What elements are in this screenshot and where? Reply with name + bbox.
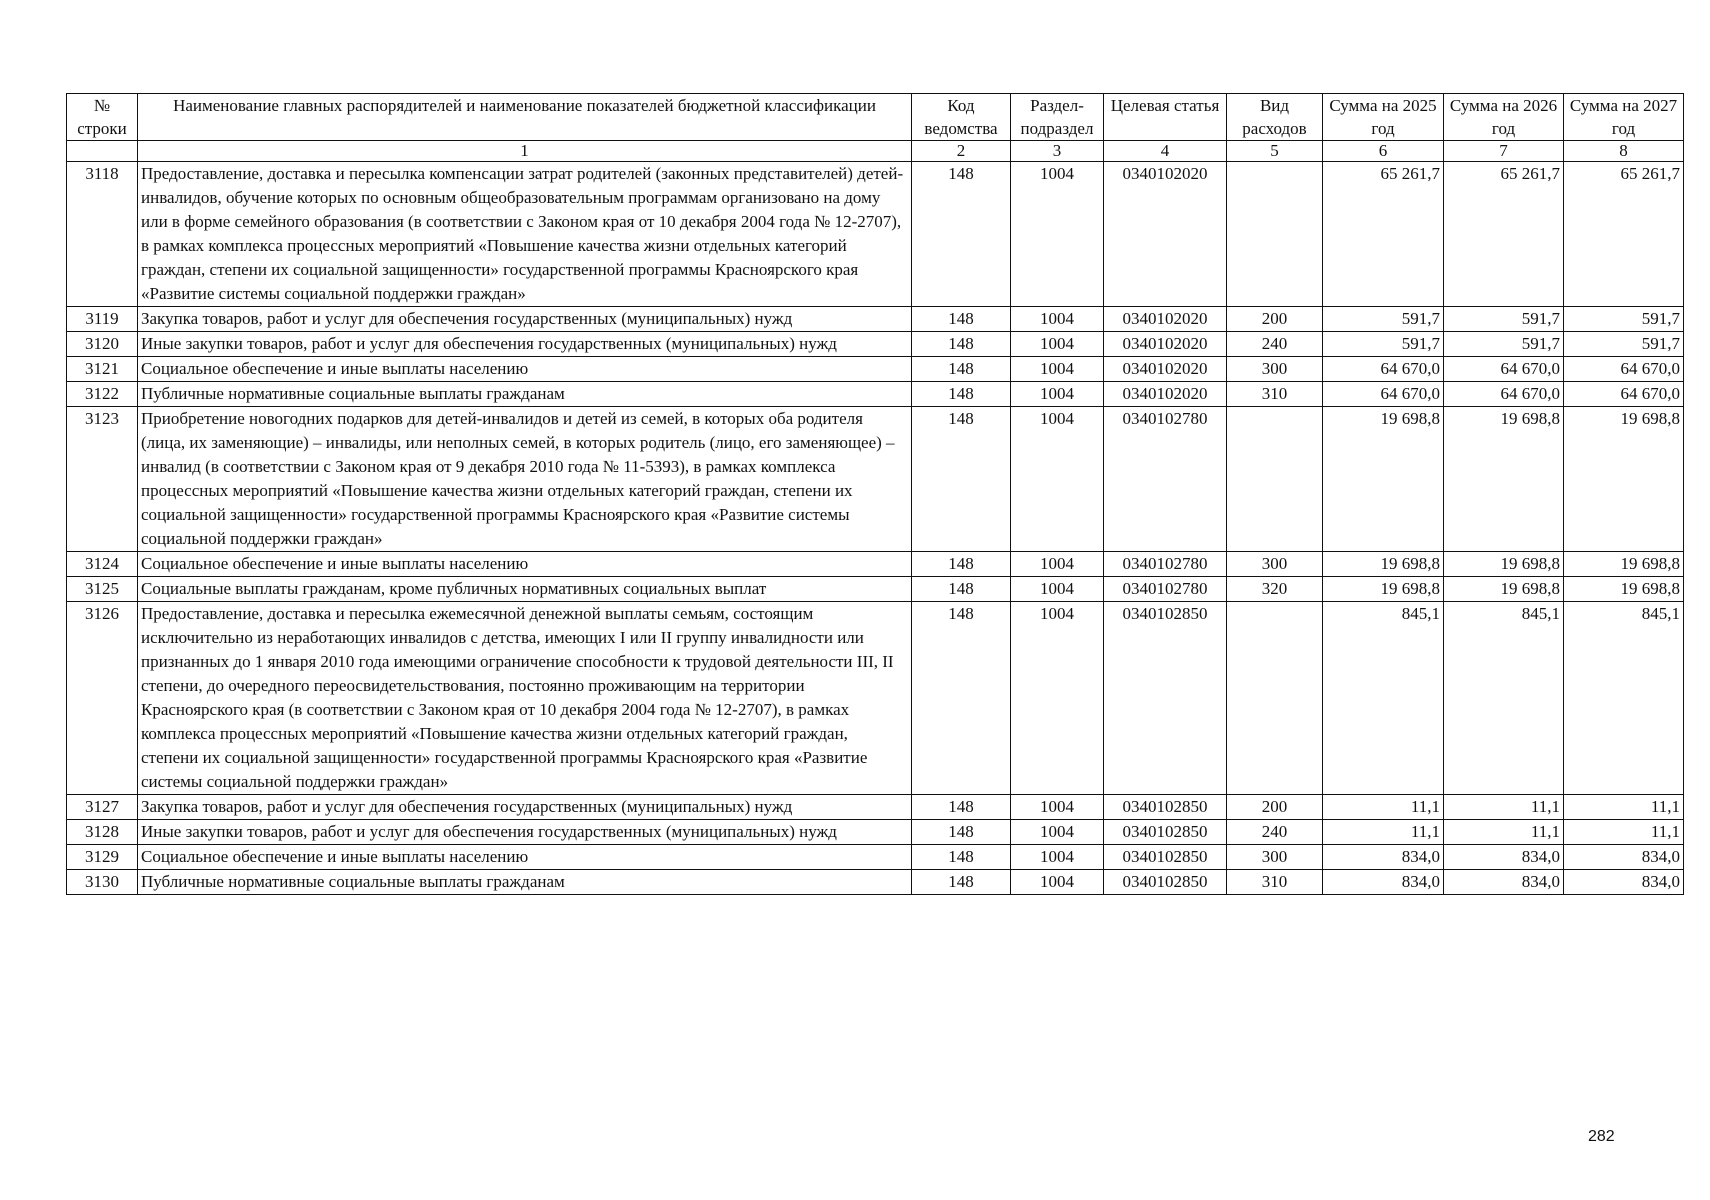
row-name: Социальные выплаты гражданам, кроме публичных нормативных социальных выплат xyxy=(138,577,912,602)
sum-2027: 591,7 xyxy=(1564,307,1684,332)
row-name: Предоставление, доставка и пересылка ежемесячной денежной выплаты семьям, состоящим исключительно из неработающих инвалидов с детства, имеющих I или II группу инвалидности или признанных до 1 января 2010 года имеющими ограничение способности к трудовой деятельности III, II степени, до очередного переосвидетельствования, постоянно проживающим на территории Красноярского края (в соответствии с Законом края от 10 декабря 2004 года № 12-2707), в рамках комплекса процессных мероприятий «Повышение качества жизни отдельных категорий граждан, степени их социальной защищенности» государственной программы Красноярского края «Развитие системы социальной поддержки граждан» xyxy=(138,602,912,795)
header-sum-2026: Сумма на 2026 год xyxy=(1444,94,1564,141)
sum-2025: 64 670,0 xyxy=(1323,382,1444,407)
target-article: 0340102850 xyxy=(1104,602,1227,795)
column-number-row xyxy=(67,141,1684,162)
row-number: 3118 xyxy=(67,162,138,307)
sum-2027: 11,1 xyxy=(1564,795,1684,820)
section-code: 1004 xyxy=(1011,795,1104,820)
table-row xyxy=(67,820,1684,845)
section-code: 1004 xyxy=(1011,577,1104,602)
department-code: 148 xyxy=(912,870,1011,895)
expense-type: 200 xyxy=(1227,307,1323,332)
sum-2026: 11,1 xyxy=(1444,820,1564,845)
row-name: Социальное обеспечение и иные выплаты населению xyxy=(138,552,912,577)
sum-2026: 834,0 xyxy=(1444,870,1564,895)
expense-type: 320 xyxy=(1227,577,1323,602)
column-number-8: 8 xyxy=(1564,141,1684,162)
table-row xyxy=(67,357,1684,382)
sum-2025: 591,7 xyxy=(1323,307,1444,332)
sum-2026: 19 698,8 xyxy=(1444,407,1564,552)
sum-2026: 64 670,0 xyxy=(1444,357,1564,382)
target-article: 0340102020 xyxy=(1104,162,1227,307)
department-code: 148 xyxy=(912,845,1011,870)
section-code: 1004 xyxy=(1011,552,1104,577)
section-code: 1004 xyxy=(1011,845,1104,870)
expense-type xyxy=(1227,407,1323,552)
sum-2025: 64 670,0 xyxy=(1323,357,1444,382)
row-number: 3130 xyxy=(67,870,138,895)
sum-2026: 65 261,7 xyxy=(1444,162,1564,307)
target-article: 0340102020 xyxy=(1104,332,1227,357)
section-code: 1004 xyxy=(1011,820,1104,845)
column-number-2: 2 xyxy=(912,141,1011,162)
sum-2026: 834,0 xyxy=(1444,845,1564,870)
section-code: 1004 xyxy=(1011,870,1104,895)
header-target-article: Целевая статья xyxy=(1104,94,1227,141)
department-code: 148 xyxy=(912,407,1011,552)
header-sum-2025: Сумма на 2025 год xyxy=(1323,94,1444,141)
expense-type: 200 xyxy=(1227,795,1323,820)
department-code: 148 xyxy=(912,382,1011,407)
row-number: 3128 xyxy=(67,820,138,845)
sum-2025: 591,7 xyxy=(1323,332,1444,357)
table-row xyxy=(67,845,1684,870)
row-number: 3126 xyxy=(67,602,138,795)
target-article: 0340102850 xyxy=(1104,845,1227,870)
expense-type: 240 xyxy=(1227,820,1323,845)
department-code: 148 xyxy=(912,332,1011,357)
column-number-6: 6 xyxy=(1323,141,1444,162)
section-code: 1004 xyxy=(1011,162,1104,307)
sum-2025: 65 261,7 xyxy=(1323,162,1444,307)
row-name: Иные закупки товаров, работ и услуг для обеспечения государственных (муниципальных) нужд xyxy=(138,820,912,845)
table-row xyxy=(67,407,1684,552)
sum-2027: 11,1 xyxy=(1564,820,1684,845)
department-code: 148 xyxy=(912,577,1011,602)
column-number-3: 3 xyxy=(1011,141,1104,162)
header-department-code: Код ведомства xyxy=(912,94,1011,141)
section-code: 1004 xyxy=(1011,307,1104,332)
sum-2027: 845,1 xyxy=(1564,602,1684,795)
row-number: 3129 xyxy=(67,845,138,870)
expense-type: 300 xyxy=(1227,357,1323,382)
department-code: 148 xyxy=(912,357,1011,382)
row-number: 3123 xyxy=(67,407,138,552)
expense-type: 310 xyxy=(1227,870,1323,895)
sum-2026: 845,1 xyxy=(1444,602,1564,795)
sum-2026: 19 698,8 xyxy=(1444,577,1564,602)
sum-2026: 19 698,8 xyxy=(1444,552,1564,577)
sum-2026: 11,1 xyxy=(1444,795,1564,820)
sum-2027: 65 261,7 xyxy=(1564,162,1684,307)
expense-type: 310 xyxy=(1227,382,1323,407)
sum-2027: 19 698,8 xyxy=(1564,552,1684,577)
target-article: 0340102850 xyxy=(1104,870,1227,895)
column-number-5: 5 xyxy=(1227,141,1323,162)
header-expense-type: Вид расходов xyxy=(1227,94,1323,141)
target-article: 0340102850 xyxy=(1104,795,1227,820)
row-number: 3127 xyxy=(67,795,138,820)
department-code: 148 xyxy=(912,162,1011,307)
sum-2027: 19 698,8 xyxy=(1564,577,1684,602)
row-name: Предоставление, доставка и пересылка компенсации затрат родителей (законных представителей) детей-инвалидов, обучение которых по основным общеобразовательным программам организовано на дому или в форме семейного образования (в соответствии с Законом края от 10 декабря 2004 года № 12-2707), в рамках комплекса процессных мероприятий «Повышение качества жизни отдельных категорий граждан, степени их социальной защищенности» государственной программы Красноярского края «Развитие системы социальной поддержки граждан» xyxy=(138,162,912,307)
sum-2025: 11,1 xyxy=(1323,820,1444,845)
page-number: 282 xyxy=(1588,1128,1615,1145)
expense-type xyxy=(1227,162,1323,307)
target-article: 0340102780 xyxy=(1104,407,1227,552)
row-number: 3121 xyxy=(67,357,138,382)
department-code: 148 xyxy=(912,307,1011,332)
row-number: 3119 xyxy=(67,307,138,332)
section-code: 1004 xyxy=(1011,602,1104,795)
header-row-number: № строки xyxy=(67,94,138,141)
sum-2027: 591,7 xyxy=(1564,332,1684,357)
table-row xyxy=(67,795,1684,820)
budget-sheet xyxy=(66,93,1684,895)
sum-2026: 591,7 xyxy=(1444,332,1564,357)
row-name: Социальное обеспечение и иные выплаты населению xyxy=(138,357,912,382)
department-code: 148 xyxy=(912,552,1011,577)
column-number-1: 1 xyxy=(138,141,912,162)
row-name: Публичные нормативные социальные выплаты гражданам xyxy=(138,382,912,407)
budget-table xyxy=(66,93,1684,895)
table-row xyxy=(67,382,1684,407)
sum-2025: 19 698,8 xyxy=(1323,552,1444,577)
column-number-7: 7 xyxy=(1444,141,1564,162)
row-number: 3124 xyxy=(67,552,138,577)
header-section: Раздел-подраздел xyxy=(1011,94,1104,141)
table-row xyxy=(67,307,1684,332)
target-article: 0340102020 xyxy=(1104,307,1227,332)
expense-type: 240 xyxy=(1227,332,1323,357)
column-number-4: 4 xyxy=(1104,141,1227,162)
row-name: Закупка товаров, работ и услуг для обеспечения государственных (муниципальных) нужд xyxy=(138,795,912,820)
table-row xyxy=(67,577,1684,602)
sum-2025: 845,1 xyxy=(1323,602,1444,795)
row-number: 3125 xyxy=(67,577,138,602)
column-number-0 xyxy=(67,141,138,162)
expense-type: 300 xyxy=(1227,552,1323,577)
sum-2027: 64 670,0 xyxy=(1564,382,1684,407)
section-code: 1004 xyxy=(1011,357,1104,382)
table-row xyxy=(67,602,1684,795)
target-article: 0340102850 xyxy=(1104,820,1227,845)
department-code: 148 xyxy=(912,602,1011,795)
row-number: 3122 xyxy=(67,382,138,407)
table-row xyxy=(67,162,1684,307)
sum-2026: 64 670,0 xyxy=(1444,382,1564,407)
sum-2026: 591,7 xyxy=(1444,307,1564,332)
sum-2027: 834,0 xyxy=(1564,845,1684,870)
section-code: 1004 xyxy=(1011,382,1104,407)
header-row xyxy=(67,94,1684,141)
sum-2027: 19 698,8 xyxy=(1564,407,1684,552)
target-article: 0340102020 xyxy=(1104,382,1227,407)
sum-2025: 19 698,8 xyxy=(1323,577,1444,602)
header-name: Наименование главных распорядителей и наименование показателей бюджетной классификации xyxy=(138,94,912,141)
sum-2025: 834,0 xyxy=(1323,845,1444,870)
expense-type xyxy=(1227,602,1323,795)
section-code: 1004 xyxy=(1011,407,1104,552)
section-code: 1004 xyxy=(1011,332,1104,357)
table-row xyxy=(67,552,1684,577)
row-name: Иные закупки товаров, работ и услуг для обеспечения государственных (муниципальных) нужд xyxy=(138,332,912,357)
department-code: 148 xyxy=(912,795,1011,820)
sum-2027: 64 670,0 xyxy=(1564,357,1684,382)
target-article: 0340102780 xyxy=(1104,552,1227,577)
sum-2025: 11,1 xyxy=(1323,795,1444,820)
row-name: Приобретение новогодних подарков для детей-инвалидов и детей из семей, в которых оба родителя (лица, их заменяющие) – инвалиды, или неполных семей, в которых родитель (лицо, его заменяющее) – инвалид (в соответствии с Законом края от 9 декабря 2010 года № 11-5393), в рамках комплекса процессных мероприятий «Повышение качества жизни отдельных категорий граждан, степени их социальной защищенности» государственной программы Красноярского края «Развитие системы социальной поддержки граждан» xyxy=(138,407,912,552)
table-row xyxy=(67,870,1684,895)
target-article: 0340102780 xyxy=(1104,577,1227,602)
row-name: Публичные нормативные социальные выплаты гражданам xyxy=(138,870,912,895)
row-name: Закупка товаров, работ и услуг для обеспечения государственных (муниципальных) нужд xyxy=(138,307,912,332)
sum-2027: 834,0 xyxy=(1564,870,1684,895)
department-code: 148 xyxy=(912,820,1011,845)
row-name: Социальное обеспечение и иные выплаты населению xyxy=(138,845,912,870)
header-sum-2027: Сумма на 2027 год xyxy=(1564,94,1684,141)
expense-type: 300 xyxy=(1227,845,1323,870)
row-number: 3120 xyxy=(67,332,138,357)
table-row xyxy=(67,332,1684,357)
sum-2025: 19 698,8 xyxy=(1323,407,1444,552)
sum-2025: 834,0 xyxy=(1323,870,1444,895)
target-article: 0340102020 xyxy=(1104,357,1227,382)
